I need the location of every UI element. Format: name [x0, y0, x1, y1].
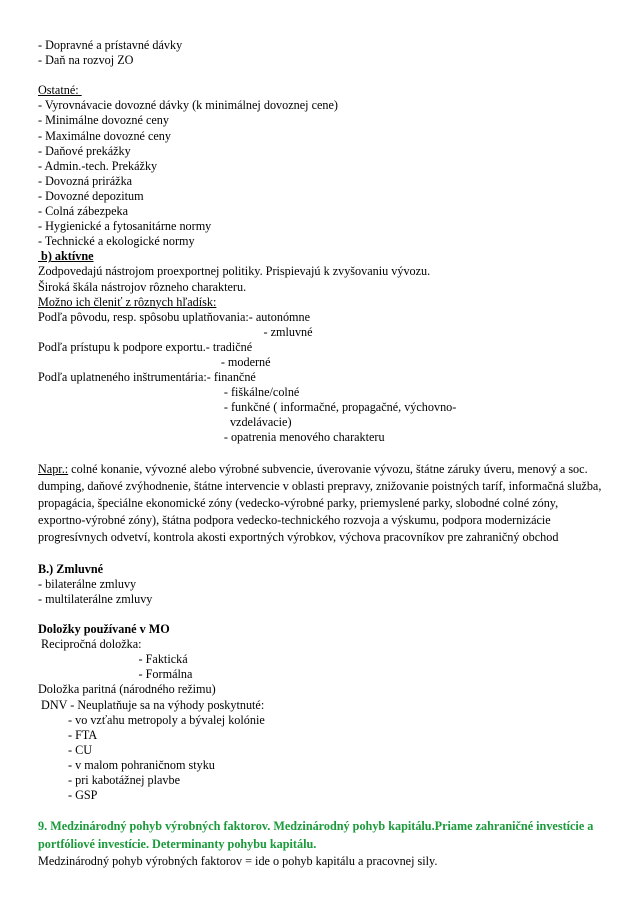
text-line: Recipročná doložka:: [38, 637, 142, 652]
zmluvne-heading: B.) Zmluvné: [38, 561, 104, 576]
list-item: - bilaterálne zmluvy: [38, 576, 137, 591]
classification-row: vzdelávacie): [38, 415, 292, 430]
napr-label: Napr.:: [38, 461, 69, 476]
list-item: - Minimálne dovozné ceny: [38, 113, 169, 128]
aktivne-heading: b) aktívne: [38, 249, 94, 264]
list-item: - Vyrovnávacie dovozné dávky (k minimálnej dovoznej cene): [38, 98, 338, 113]
classification-row: - opatrenia menového charakteru: [38, 430, 385, 445]
napr-paragraph: [38, 461, 608, 547]
classification-row: - funkčné ( informačné, propagačné, výchovno-: [38, 400, 457, 415]
list-item: - vo vzťahu metropoly a bývalej kolónie: [68, 712, 265, 727]
list-item: - FTA: [68, 727, 98, 742]
text-line: - Formálna: [38, 667, 193, 682]
list-item: - Colná zábezpeka: [38, 204, 129, 219]
list-item: - Admin.-tech. Prekážky: [38, 158, 158, 173]
list-item: - GSP: [68, 788, 98, 803]
text-line: Široká škála nástrojov rôzneho charakteru.: [38, 279, 247, 294]
text-line: - Daň na rozvoj ZO: [38, 53, 134, 68]
list-item: - multilaterálne zmluvy: [38, 591, 153, 606]
section-9-heading: 9. Medzinárodný pohyb výrobných faktorov. Medzinárodný pohyb kapitálu.Priame zahraničné investície a portfóliové investície. Determinanty pohybu kapitálu.: [38, 819, 594, 851]
list-item: - Hygienické a fytosanitárne normy: [38, 219, 212, 234]
classification-row: Podľa uplatneného inštrumentária:- finančné: [38, 370, 256, 385]
classification-row: - fiškálne/colné: [38, 385, 300, 400]
classification-row: Podľa pôvodu, resp. spôsobu uplatňovania:- autonómne: [38, 309, 311, 324]
text-line: Zodpovedajú nástrojom proexportnej politiky. Prispievajú k zvyšovaniu vývozu.: [38, 264, 431, 279]
list-item: - Daňové prekážky: [38, 143, 131, 158]
napr-text: colné konanie, vývozné alebo výrobné subvencie, úverovanie vývozu, štátne záruky úveru, menový a soc. dumping, daňové zvýhodnenie, štátne intervencie v oblasti prepravy, znižovanie poistných taríf, informačná služba, propagácia, špeciálne ekonomické zóny (vedecko-výrobné parky, priemyslené parky, slobodné colné zóny, exportno-výrobné zóny), štátna podpora vedecko-technického rozvoja a výskumu, podpora modernizácie progresívnych odvetví, kontrola akosti exportných výrobkov, výchova pracovníkov pre zahraničný obchod: [38, 461, 602, 545]
classification-row: - moderné: [38, 354, 271, 369]
text-line: DNV - Neuplatňuje sa na výhody poskytnuté:: [38, 697, 265, 712]
list-item: - CU: [68, 742, 93, 757]
list-item: - Dovozná prirážka: [38, 173, 133, 188]
list-item: - Technické a ekologické normy: [38, 234, 195, 249]
classification-row: - zmluvné: [38, 324, 313, 339]
list-item: - Dovozné depozitum: [38, 188, 144, 203]
section-9-text: Medzinárodný pohyb výrobných faktorov = ide o pohyb kapitálu a pracovnej sily.: [38, 853, 438, 868]
hladiska-heading: Možno ich členiť z rôznych hľadísk:: [38, 294, 217, 309]
list-item: - pri kabotážnej plavbe: [68, 773, 181, 788]
text-line: - Faktická: [38, 652, 188, 667]
text-line: Doložka paritná (národného režimu): [38, 682, 216, 697]
dolozky-heading: Doložky používané v MO: [38, 622, 170, 637]
text-line: - Dopravné a prístavné dávky: [38, 38, 183, 52]
list-item: - v malom pohraničnom styku: [68, 757, 215, 772]
list-item: - Maximálne dovozné ceny: [38, 128, 171, 143]
classification-row: Podľa prístupu k podpore exportu.- tradičné: [38, 339, 253, 354]
ostatne-heading: Ostatné:: [38, 83, 82, 98]
document-page: [38, 38, 608, 870]
